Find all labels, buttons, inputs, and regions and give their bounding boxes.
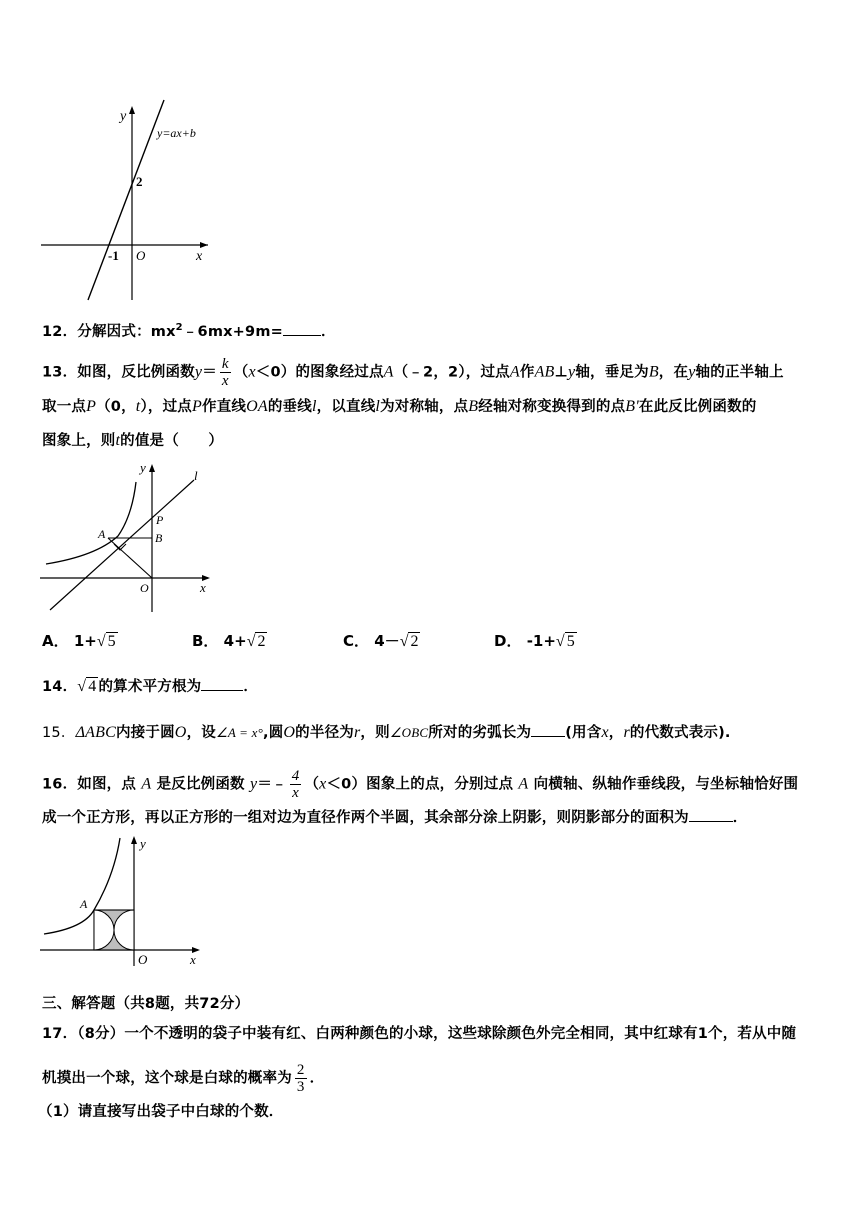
question-16-line-2: 成一个正方形，再以正方形的一组对边为直径作两个半圆，其余部分涂上阴影，则阴影部分的面积为 ． (42, 807, 748, 828)
question-17-sub-1: （1）请直接写出袋子中白球的个数． (38, 1104, 284, 1120)
option-a[interactable]: A． 1+√ 5 (42, 632, 116, 650)
question-13-line-3: 图象上，则t的值是（ ） (42, 432, 224, 449)
fig2-l-label: l (194, 468, 198, 483)
sqrt-4: √ 4 (77, 678, 97, 695)
fig2-y-label: y (140, 460, 146, 475)
answer-blank-15[interactable] (531, 722, 565, 737)
fig2-O-label: O (140, 581, 149, 595)
answer-blank-16[interactable] (689, 807, 733, 822)
question-17-line-1: 17．（8分）一个不透明的袋子中装有红、白两种颜色的小球，这些球除颜色外完全相同，其中红球有1个，若从中随 (42, 1026, 797, 1042)
answer-blank-12[interactable] (283, 321, 321, 336)
figure-square-semicircles (36, 832, 206, 972)
option-b[interactable]: B． 4+√ 2 (192, 632, 266, 650)
fig2-A-label: A (98, 527, 106, 541)
question-16-line-1: 16．如图，点 A 是反比例函数 y＝﹣ $\frac{4}{x}$ （x＜0）图象上的点，分别过点 A 向横轴、纵轴作垂线段，与坐标轴恰好围 (42, 768, 799, 801)
question-13-line-1: 13．如图，反比例函数y＝ $\frac{k}{x}$ （x＜0）的图象经过点A（﹣2，2），过点A作AB⊥y轴，垂足为B，在y轴的正半轴上 (42, 356, 784, 389)
question-13-line-2: 取一点P（0，t），过点P作直线OA的垂线l，以直线l为对称轴，点B经轴对称变换得到的点B'在此反比例函数的 (42, 398, 757, 415)
fig1-y-tick: 2 (136, 174, 143, 189)
fig3-x-label: x (190, 952, 196, 967)
question-15: 15．ΔABC内接于圆O，设∠A = x°,圆O的半径为r，则∠OBC所对的劣弧长为 (用含x，r的代数式表示). (42, 724, 731, 741)
fig1-line-label: y=ax+b (157, 126, 196, 140)
question-14: 14．√ 4 的算术平方根为 ． (42, 678, 259, 695)
fig2-B-label: B (155, 531, 163, 545)
question-12: 12．分解因式：$mx^2﹣6mx+9m=$ ． (42, 322, 336, 340)
fig1-y-label: y (120, 109, 127, 124)
fig1-x-label: x (196, 249, 203, 264)
fraction-4-over-x: $\frac{4}{x}$ (291, 768, 300, 801)
fig1-x-tick: -1 (108, 248, 119, 263)
fig1-origin: O (136, 248, 146, 263)
fraction-2-over-3: $\frac{2}{3}$ (296, 1062, 305, 1095)
fig2-P-label: P (156, 513, 164, 527)
fig3-O-label: O (138, 952, 148, 967)
answer-blank-14[interactable] (201, 676, 243, 691)
question-17-line-2: 机摸出一个球，这个球是白球的概率为 $\frac{2}{3}$ ． (42, 1062, 325, 1095)
option-d[interactable]: D． -1+√ 5 (494, 632, 575, 650)
section-3-heading: 三、解答题（共8题，共72分） (42, 996, 250, 1012)
fig3-A-label: A (80, 897, 88, 911)
option-c[interactable]: C． 4－√ 2 (343, 632, 419, 650)
figure-linear-graph (36, 96, 216, 306)
figure-reciprocal-line (36, 458, 216, 616)
fig2-x-label: x (200, 580, 206, 595)
fraction-k-over-x: $\frac{k}{x}$ (221, 356, 229, 389)
fig3-y-label: y (140, 836, 146, 851)
